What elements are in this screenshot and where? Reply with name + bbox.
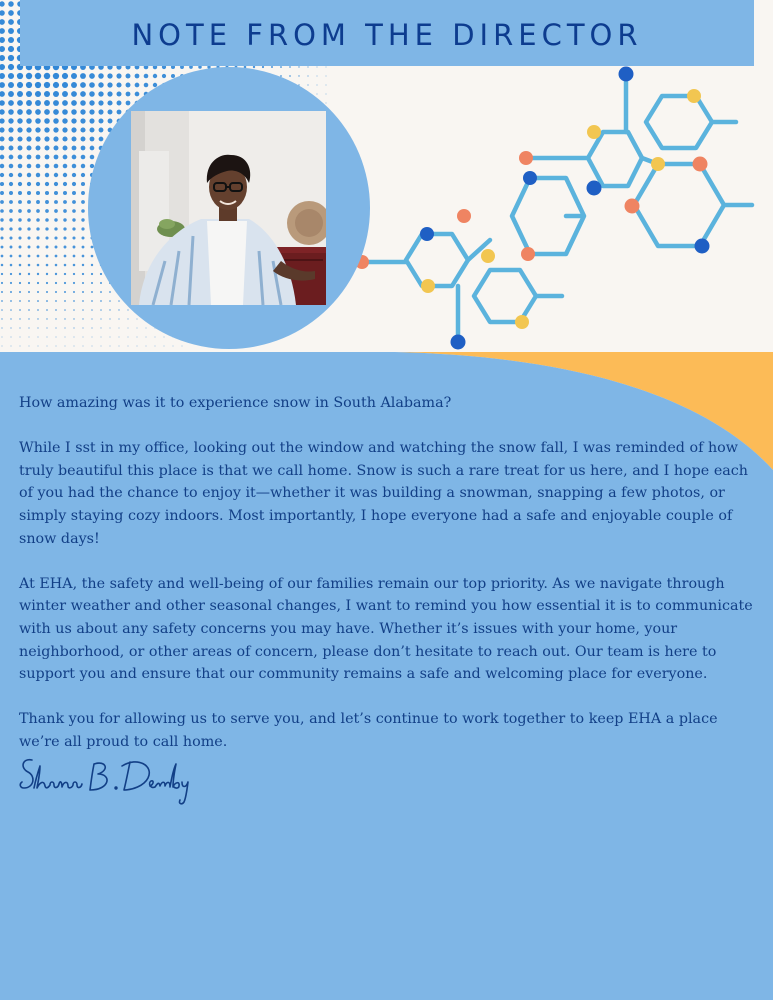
page-title: NOTE FROM THE DIRECTOR — [131, 17, 643, 52]
molecule-network-icon — [362, 74, 752, 342]
letter-paragraph: While I sst in my office, looking out the window and watching the snow fall, I was reminded of how truly beautiful this place is that we call home. Snow is such a rare treat for us here, and I hope each of you had the chance to enjoy it—whether it was building a snowman, snapping a few photos, or simply staying cozy indoors. Most importantly, I hope everyone had a safe and enjoyable couple of snow days! — [19, 440, 749, 547]
header-banner — [20, 0, 754, 66]
letter-paragraph: At EHA, the safety and well-being of our families remain our top priority. As we navigate through winter weather and other seasonal changes, I want to remind you how essential it is to communicate with us about any safety concerns you may have. Whether it’s issues with your home, your neighborhood, or other areas of concern, please don’t hesitate to reach out. Our team is here to support you and ensure that our community remains a safe and welcoming place for everyone. — [19, 575, 753, 683]
director-signature — [18, 750, 198, 806]
letter-paragraph: Thank you for allowing us to serve you, and let’s continue to work together to keep EHA a place we’re all proud to call home. — [19, 711, 718, 750]
letter-body — [19, 392, 759, 776]
letter-paragraph: How amazing was it to experience snow in South Alabama? — [19, 395, 452, 411]
director-photo — [131, 111, 326, 305]
